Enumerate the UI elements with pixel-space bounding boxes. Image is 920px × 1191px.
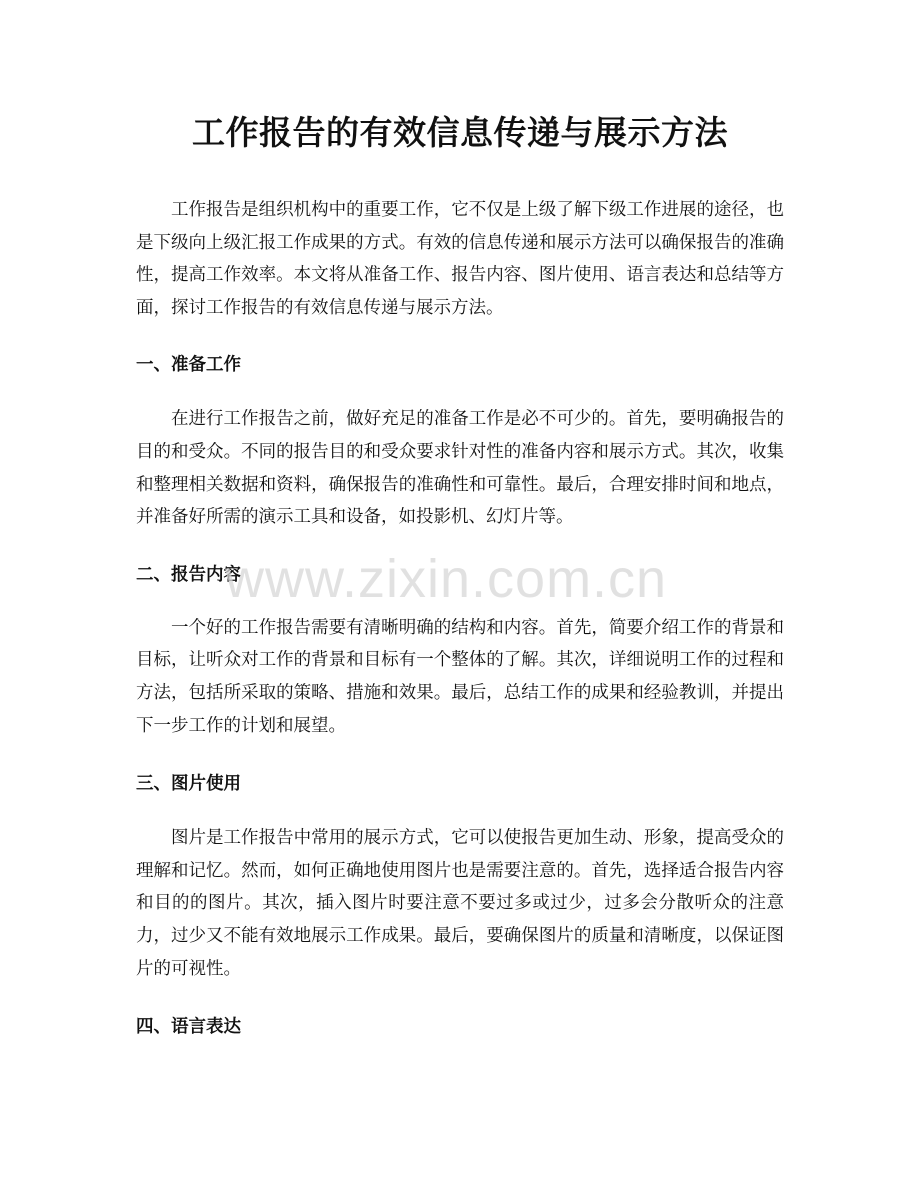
watermark-text: www.zixin.com.cn — [225, 549, 668, 609]
section-body-preparation: 在进行工作报告之前，做好充足的准备工作是必不可少的。首先，要明确报告的目的和受众。不同的报告目的和受众要求针对性的准备内容和展示方式。其次，收集和整理相关数据和资料，确保报告的准确性和可靠性。最后，合理安排时间和地点，并准备好所需的演示工具和设备，如投影机、幻灯片等。 — [136, 409, 784, 528]
intro-paragraph: 工作报告是组织机构中的重要工作，它不仅是上级了解下级工作进展的途径，也是下级向上级汇报工作成果的方式。有效的信息传递和展示方法可以确保报告的准确性，提高工作效率。本文将从准备工作、报告内容、图片使用、语言表达和总结等方面，探讨工作报告的有效信息传递与展示方法。 — [136, 200, 784, 318]
section-heading-preparation: 一、准备工作 — [136, 355, 241, 376]
section-body-images: 图片是工作报告中常用的展示方式，它可以使报告更加生动、形象，提高受众的理解和记忆。然而，如何正确地使用图片也是需要注意的。首先，选择适合报告内容和目的的图片。其次，插入图片时要注意不要过多或过少，过多会分散听众的注意力，过少又不能有效地展示工作成果。最后，要确保图片的质量和清晰度，以保证图片的可视性。 — [136, 828, 784, 979]
section-heading-language: 四、语言表达 — [136, 1017, 241, 1038]
section-heading-images: 三、图片使用 — [136, 774, 241, 795]
section-body-content: 一个好的工作报告需要有清晰明确的结构和内容。首先，简要介绍工作的背景和目标，让听众对工作的背景和目标有一个整体的了解。其次，详细说明工作的过程和方法，包括所采取的策略、措施和效果。最后，总结工作的成果和经验教训，并提出下一步工作的计划和展望。 — [136, 617, 784, 736]
document-title: 工作报告的有效信息传递与展示方法 — [192, 113, 728, 152]
section-heading-content: 二、报告内容 — [136, 564, 241, 585]
